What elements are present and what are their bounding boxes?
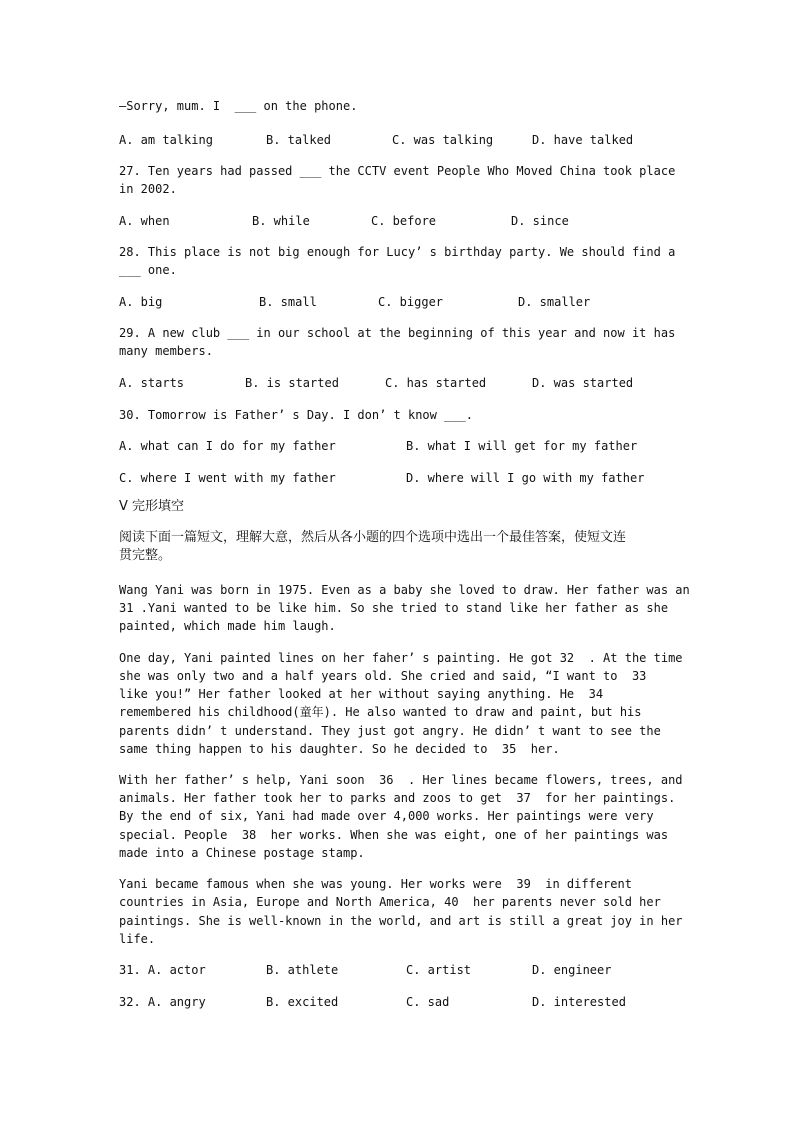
- passage-p3-line: animals. Her father took her to parks and zoos to get 37 for her paintings.: [119, 791, 676, 805]
- q26-option-a: A. am talking: [119, 133, 213, 147]
- q31-option-d: D. engineer: [532, 963, 612, 977]
- question-27-stem-line-2: in 2002.: [119, 182, 177, 196]
- passage-p3-line: With her father’ s help, Yani soon 36 . Her lines became flowers, trees, and: [119, 773, 683, 787]
- q27-option-a: A. when: [119, 214, 170, 228]
- passage-p4-line: paintings. She is well-known in the world, and art is still a great joy in her: [119, 914, 683, 928]
- q28-option-a: A. big: [119, 295, 163, 309]
- q26-option-d: D. have talked: [532, 133, 634, 147]
- q32-option-a: 32. A. angry: [119, 995, 206, 1009]
- passage-p3-line: made into a Chinese postage stamp.: [119, 846, 365, 860]
- passage-p4-line: life.: [119, 932, 156, 946]
- passage-p1-line: 31 .Yani wanted to be like him. So she tried to stand like her father as she: [119, 601, 669, 615]
- q29-option-d: D. was started: [532, 376, 634, 390]
- passage-p4-line: countries in Asia, Europe and North America, 40 her parents never sold her: [119, 895, 661, 909]
- question-27-stem-line-1: 27. Ten years had passed ___ the CCTV event People Who Moved China took place: [119, 164, 676, 178]
- q28-option-b: B. small: [259, 295, 317, 309]
- q29-option-a: A. starts: [119, 376, 185, 390]
- q31-option-a: 31. A. actor: [119, 963, 206, 977]
- passage-p4-line: Yani became famous when she was young. Her works were 39 in different: [119, 877, 632, 891]
- passage-p3-line: By the end of six, Yani had made over 4,000 works. Her paintings were very: [119, 809, 654, 823]
- q29-option-c: C. has started: [385, 376, 487, 390]
- section-instruction-line-2: 贯完整。: [119, 548, 172, 563]
- question-29-stem-line-2: many members.: [119, 344, 213, 358]
- q30-option-d: D. where will I go with my father: [406, 471, 645, 485]
- q26-option-c: C. was talking: [392, 133, 494, 147]
- q32-option-b: B. excited: [266, 995, 339, 1009]
- section-title: V 完形填空: [119, 499, 185, 514]
- q27-option-d: D. since: [511, 214, 569, 228]
- q28-option-c: C. bigger: [378, 295, 444, 309]
- passage-p3-line: special. People 38 her works. When she was eight, one of her paintings was: [119, 828, 669, 842]
- passage-p2-line: parents didn’ t understand. They just got angry. He didn’ t want to see the: [119, 724, 661, 738]
- q30-option-a: A. what can I do for my father: [119, 439, 336, 453]
- q29-option-b: B. is started: [245, 376, 339, 390]
- question-28-stem-line-1: 28. This place is not big enough for Lucy’ s birthday party. We should find a: [119, 245, 676, 259]
- passage-p2-line: she was only two and a half years old. She cried and said, “I want to 33: [119, 669, 647, 683]
- q30-option-c: C. where I went with my father: [119, 471, 336, 485]
- question-30-stem: 30. Tomorrow is Father’ s Day. I don’ t know ___.: [119, 408, 474, 422]
- q32-option-d: D. interested: [532, 995, 626, 1009]
- q27-option-b: B. while: [252, 214, 310, 228]
- question-28-stem-line-2: ___ one.: [119, 263, 177, 277]
- question-26-stem: —Sorry, mum. I ___ on the phone.: [119, 99, 358, 113]
- question-29-stem-line-1: 29. A new club ___ in our school at the beginning of this year and now it has: [119, 326, 676, 340]
- passage-p1-line: Wang Yani was born in 1975. Even as a baby she loved to draw. Her father was an: [119, 583, 690, 597]
- q28-option-d: D. smaller: [518, 295, 591, 309]
- q31-option-b: B. athlete: [266, 963, 339, 977]
- section-instruction-line-1: 阅读下面一篇短文，理解大意，然后从各小题的四个选项中选出一个最佳答案，使短文连: [119, 530, 627, 545]
- q30-option-b: B. what I will get for my father: [406, 439, 638, 453]
- passage-p2-line: remembered his childhood(童年). He also wanted to draw and paint, but his: [119, 705, 642, 719]
- q26-option-b: B. talked: [266, 133, 332, 147]
- q31-option-c: C. artist: [406, 963, 472, 977]
- passage-p1-line: painted, which made him laugh.: [119, 619, 336, 633]
- passage-p2-line: like you!” Her father looked at her without saying anything. He 34: [119, 687, 604, 701]
- q27-option-c: C. before: [371, 214, 437, 228]
- passage-p2-line: same thing happen to his daughter. So he decided to 35 her.: [119, 742, 560, 756]
- passage-p2-line: One day, Yani painted lines on her faher’ s painting. He got 32 . At the time: [119, 651, 683, 665]
- q32-option-c: C. sad: [406, 995, 450, 1009]
